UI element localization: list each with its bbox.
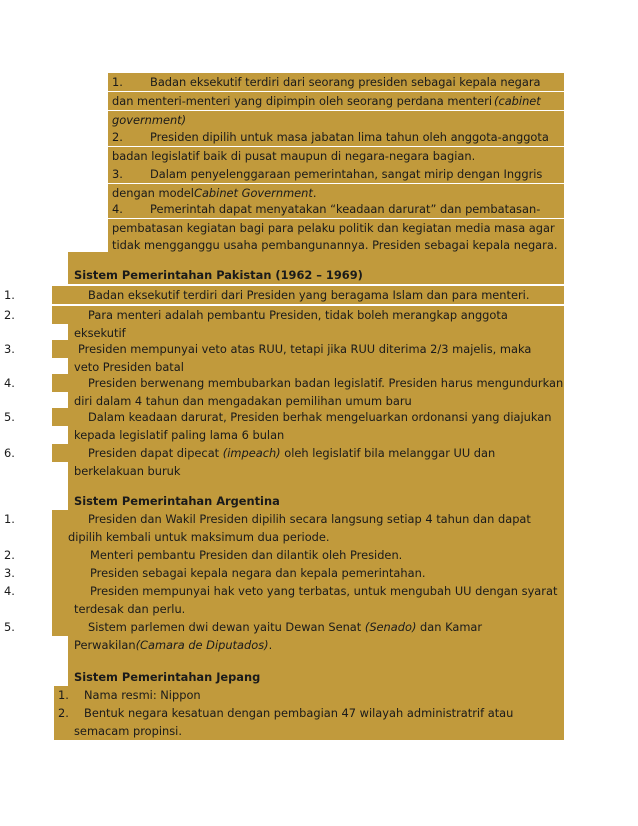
list-text: Presiden mempunyai hak veto yang terbatas, untuk mengubah UU dengan syarat: [90, 584, 558, 598]
list-number: 4.: [4, 376, 15, 390]
list-text: dengan model: [112, 186, 194, 200]
list-number: 3.: [112, 167, 123, 181]
list-text: berkelakuan buruk: [74, 464, 181, 478]
list-text: terdesak dan perlu.: [74, 602, 186, 616]
pakistan-item-5-cont: [68, 426, 564, 444]
list-text: Presiden dipilih untuk masa jabatan lima tahun oleh anggota-anggota: [150, 130, 549, 144]
section-title-text: Sistem Pemerintahan Argentina: [74, 494, 280, 508]
spacer-row: [68, 252, 564, 266]
pakistan-item-4: [4, 374, 564, 392]
argentina-item-5: [4, 618, 564, 636]
list-text: oleh legislatif bila melanggar UU dan: [280, 446, 496, 460]
list-text: eksekutif: [74, 326, 126, 340]
list-text: Bentuk negara kesatuan dengan pembagian 47 wilayah administratrif atau: [84, 706, 514, 720]
list-text: Menteri pembantu Presiden dan dilantik oleh Presiden.: [90, 548, 403, 562]
list-number: 6.: [4, 446, 15, 460]
argentina-item-4: [4, 582, 564, 600]
section-title-jepang: [68, 668, 564, 686]
list-text: semacam propinsi.: [74, 724, 182, 738]
pakistan-item-6: [4, 444, 564, 462]
section-title-pakistan: [68, 266, 564, 284]
list-text: Presiden dapat dipecat: [88, 446, 223, 460]
spacer-row: [68, 478, 564, 492]
block1-item1-line2: [108, 92, 564, 110]
jepang-item-2-cont: [54, 722, 564, 740]
list-number: 5.: [4, 410, 15, 424]
list-text: pembatasan kegiatan bagi para pelaku politik dan kegiatan media masa agar: [112, 221, 555, 235]
block1-item4-line1: [108, 200, 564, 218]
list-text: Presiden dan Wakil Presiden dipilih secara langsung setiap 4 tahun dan dapat: [88, 512, 531, 526]
list-text: Badan eksekutif terdiri dari Presiden yang beragama Islam dan para menteri.: [88, 288, 530, 302]
pakistan-item-3: [4, 340, 564, 358]
list-text: Presiden berwenang membubarkan badan legislatif. Presiden harus mengundurkan: [88, 376, 564, 390]
list-text: government): [112, 113, 187, 127]
list-number: 1.: [112, 75, 123, 89]
list-text: Presiden mempunyai veto atas RUU, tetapi jika RUU diterima 2/3 majelis, maka: [78, 342, 532, 356]
argentina-item-3: [4, 564, 564, 582]
list-text: tidak mengganggu usaha pembangunannya. Presiden sebagai kepala negara.: [112, 238, 558, 252]
pakistan-item-2: [4, 306, 564, 324]
list-text: kepada legislatif paling lama 6 bulan: [74, 428, 285, 442]
list-number: 3.: [4, 342, 15, 356]
pakistan-item-5: [4, 408, 564, 426]
list-number: 2.: [112, 130, 123, 144]
block1-item1-line1: [108, 73, 564, 91]
list-text: dipilih kembali untuk maksimum dua periode.: [68, 530, 330, 544]
list-text: Sistem parlemen dwi dewan yaitu Dewan Senat: [88, 620, 365, 634]
list-text: badan legislatif baik di pusat maupun di negara-negara bagian.: [112, 149, 476, 163]
list-text: Dalam keadaan darurat, Presiden berhak mengeluarkan ordonansi yang diajukan: [88, 410, 552, 424]
block1-item3-line1: [108, 165, 564, 183]
list-text: Dalam penyelenggaraan pemerintahan, sangat mirip dengan Inggris: [150, 167, 543, 181]
list-text: dan Kamar: [416, 620, 483, 634]
block1-item2-line2: [108, 147, 564, 165]
block1-item4-line2: [108, 219, 564, 237]
list-number: 5.: [4, 620, 15, 634]
section-title-argentina: [68, 492, 564, 510]
list-text: Badan eksekutif terdiri dari seorang presiden sebagai kepala negara: [150, 75, 541, 89]
jepang-item-2: [54, 704, 564, 722]
list-number: 3.: [4, 566, 15, 580]
list-text: Pemerintah dapat menyatakan “keadaan darurat” dan pembatasan-: [150, 202, 541, 216]
list-text-italic: Cabinet Government: [193, 186, 313, 200]
list-text: dan menteri-menteri yang dipimpin oleh seorang perdana menteri: [112, 94, 493, 108]
pakistan-item-1: [4, 286, 564, 304]
argentina-item-2: [4, 546, 564, 564]
list-text: .: [312, 186, 317, 200]
jepang-item-1: [54, 686, 564, 704]
list-number: 1.: [4, 512, 15, 526]
section-title-text: Sistem Pemerintahan Jepang: [74, 670, 261, 684]
argentina-item-1-cont: [52, 528, 564, 546]
list-text: Nama resmi: Nippon: [84, 688, 201, 702]
block1-item1-line3: [108, 111, 564, 129]
argentina-item-4-cont: [52, 600, 564, 618]
list-text: diri dalam 4 tahun dan mengadakan pemilihan umum baru: [74, 394, 412, 408]
list-number: 2.: [58, 706, 69, 720]
list-text: Para menteri adalah pembantu Presiden, tidak boleh merangkap anggota: [88, 308, 508, 322]
list-text-italic: (cabinet: [494, 94, 541, 108]
block1-item2-line1: [108, 128, 564, 146]
list-text: veto Presiden batal: [74, 360, 184, 374]
argentina-item-1: [4, 510, 564, 528]
list-text: .: [268, 638, 273, 652]
argentina-item-5-cont: [68, 636, 564, 654]
list-text-italic: (impeach): [222, 446, 281, 460]
list-text: Presiden sebagai kepala negara dan kepala pemerintahan.: [90, 566, 426, 580]
list-number: 4.: [4, 584, 15, 598]
list-number: 1.: [4, 288, 15, 302]
list-number: 4.: [112, 202, 123, 216]
list-text-italic: (Senado): [364, 620, 417, 634]
spacer-row: [68, 654, 564, 668]
list-text-italic: (Camara de Diputados): [135, 638, 269, 652]
section-title-text: Sistem Pemerintahan Pakistan (1962 – 1969): [74, 268, 363, 282]
list-number: 2.: [4, 548, 15, 562]
list-number: 2.: [4, 308, 15, 322]
list-text: Perwakilan: [74, 638, 136, 652]
list-number: 1.: [58, 688, 69, 702]
